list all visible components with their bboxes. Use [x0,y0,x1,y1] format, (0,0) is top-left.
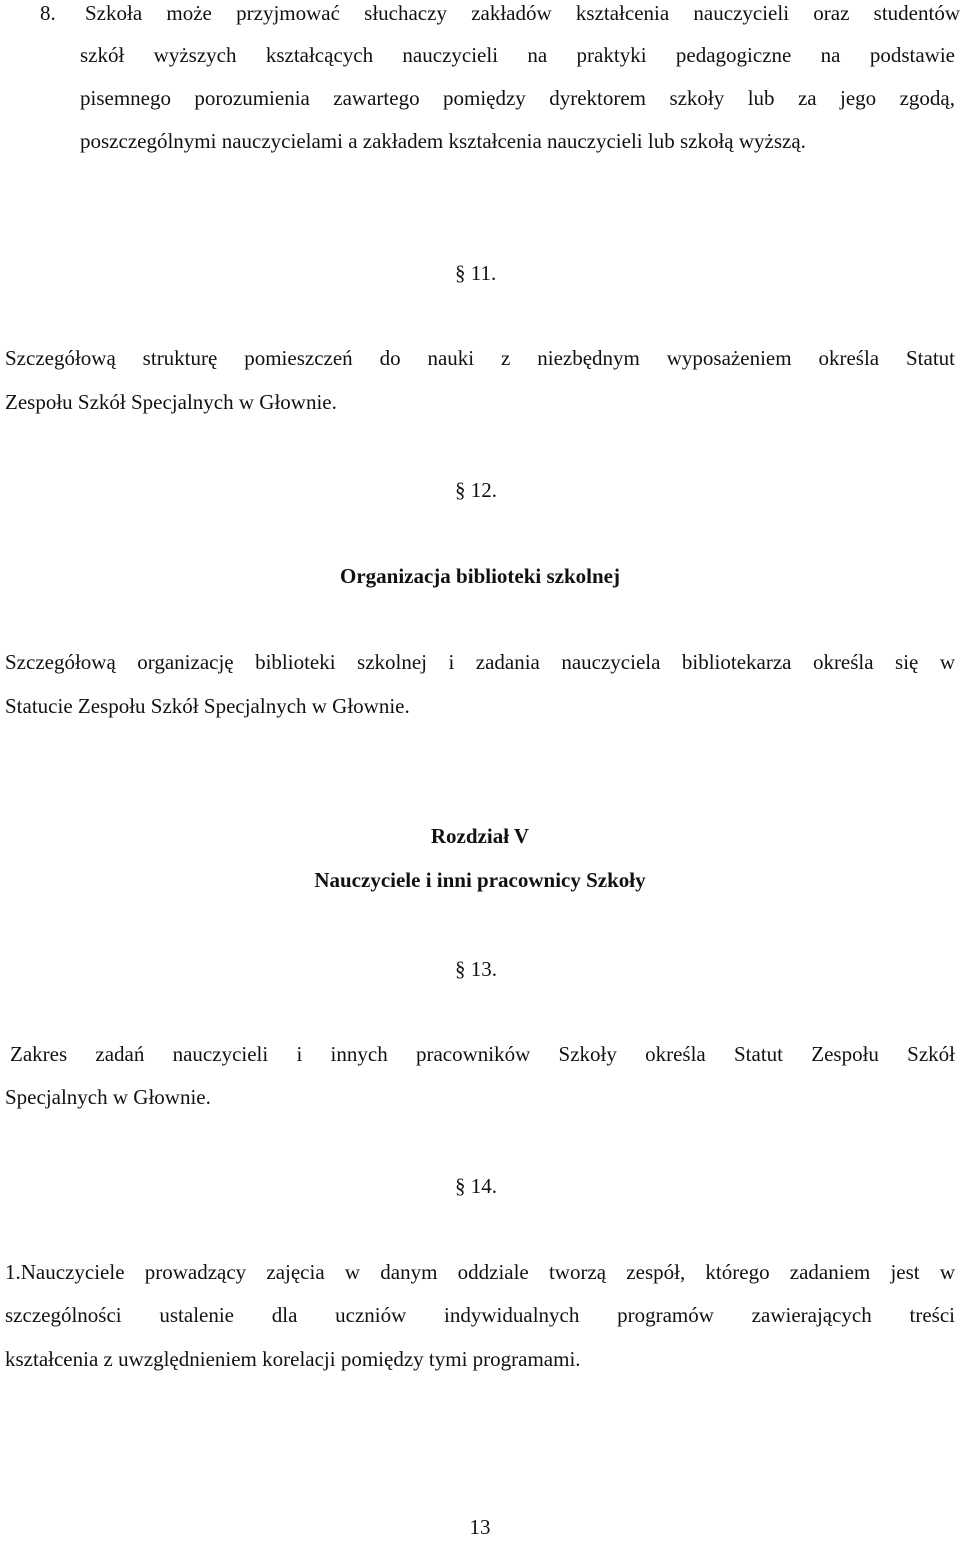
section-12-text-2: Statucie Zespołu Szkół Specjalnych w Głownie. [5,694,410,718]
section-14-text-1: 1.Nauczyciele prowadzący zajęcia w danym oddziale tworzą zespół, którego zadaniem jest w [5,1260,955,1284]
section-13-text-2: Specjalnych w Głownie. [5,1085,211,1109]
section-heading-12: § 12. [455,478,497,502]
section-heading-11: § 11. [455,261,497,285]
chapter-subtitle: Nauczyciele i inni pracownicy Szkoły [314,868,646,892]
list-item-8-text-1: Szkoła może przyjmować słuchaczy zakładów kształcenia nauczycieli oraz studentów [85,1,960,25]
section-11-text-2: Zespołu Szkół Specjalnych w Głownie. [5,390,337,414]
list-item-8-text-2: szkół wyższych kształcących nauczycieli na praktyki pedagogiczne na podstawie [80,43,955,67]
page-number: 13 [469,1515,491,1539]
section-heading-14: § 14. [455,1174,497,1198]
list-item-number: 8. [40,1,56,25]
section-heading-13: § 13. [455,957,497,981]
section-14-text-2: szczególności ustalenie dla uczniów indywidualnych programów zawierających treści [5,1303,955,1327]
section-11-text-1: Szczegółową strukturę pomieszczeń do nauki z niezbędnym wyposażeniem określa Statut [5,346,955,370]
section-14-text-3: kształcenia z uwzględnieniem korelacji pomiędzy tymi programami. [5,1347,581,1371]
section-13-text-1: Zakres zadań nauczycieli i innych pracowników Szkoły określa Statut Zespołu Szkół [10,1042,955,1066]
section-12-title: Organizacja biblioteki szkolnej [340,564,620,588]
chapter-title: Rozdział V [430,824,530,848]
section-12-text-1: Szczegółową organizację biblioteki szkolnej i zadania nauczyciela bibliotekarza określa się w [5,650,955,674]
list-item-8-text-4: poszczególnymi nauczycielami a zakładem kształcenia nauczycieli lub szkołą wyższą. [80,129,806,153]
list-item-8-text-3: pisemnego porozumienia zawartego pomiędzy dyrektorem szkoły lub za jego zgodą, [80,86,955,110]
